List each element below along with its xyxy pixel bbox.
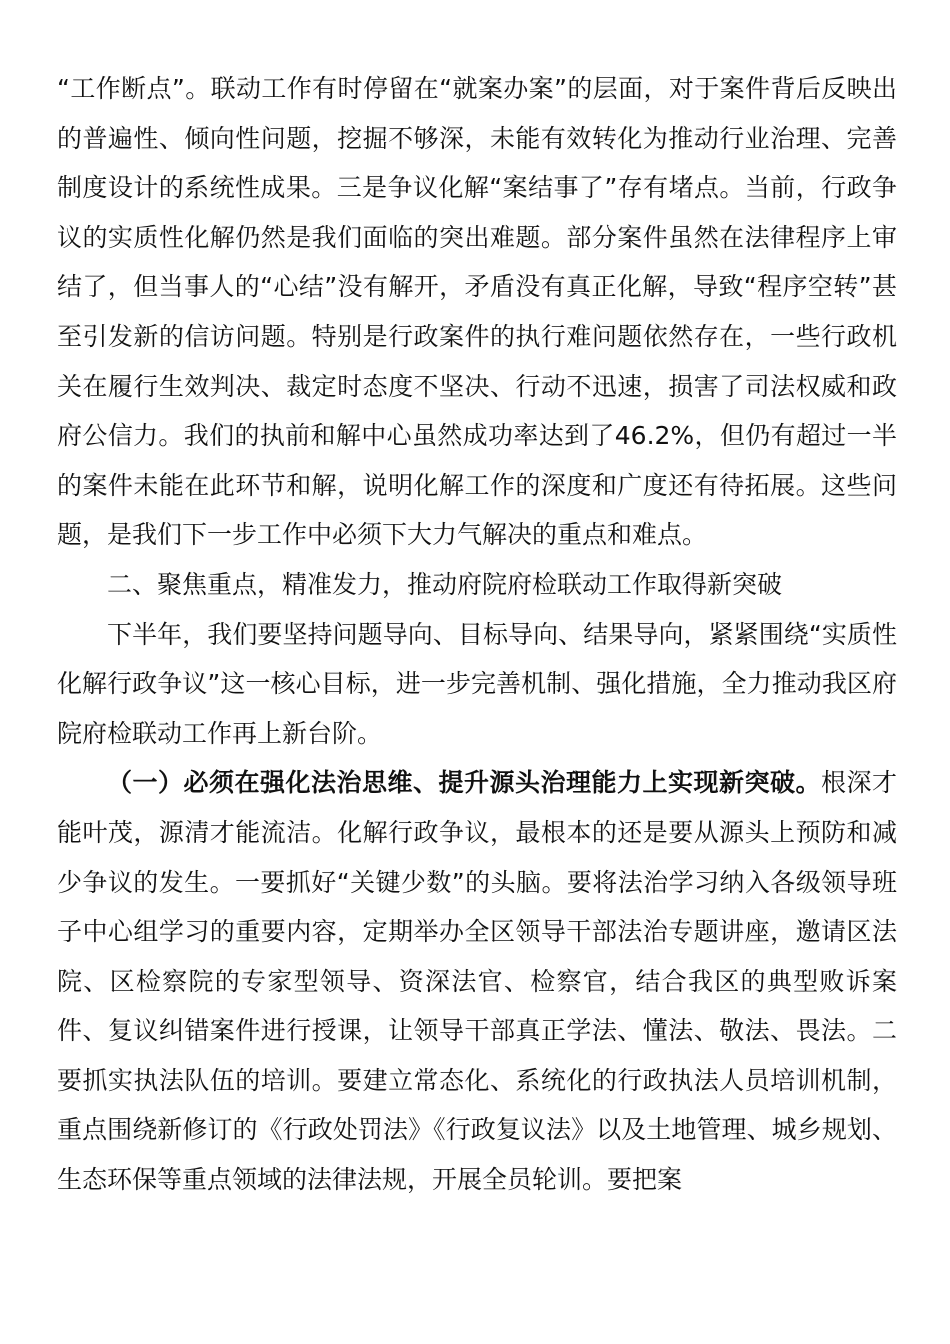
body-paragraph-continued: “工作断点”。联动工作有时停留在“就案办案”的层面，对于案件背后反映出的普遍性、倾向性问题，挖掘不够深，未能有效转化为推动行业治理、完善制度设计的系统性成果。三是争议化解“案结事了”存有堵点。当前，行政争议的实质性化解仍然是我们面临的突出难题。部分案件虽然在法律程序上审结了，但当事人的“心结”没有解开，矛盾没有真正化解，导致“程序空转”甚至引发新的信访问题。特别是行政案件的执行难问题依然存在，一些行政机关在履行生效判决、裁定时态度不坚决、行动不迅速，损害了司法权威和政府公信力。我们的执前和解中心虽然成功率达到了46.2%，但仍有超过一半的案件未能在此环节和解，说明化解工作的深度和广度还有待拓展。这些问题，是我们下一步工作中必须下大力气解决的重点和难点。 xyxy=(57,74,897,550)
body-paragraph: 下半年，我们要坚持问题导向、目标导向、结果导向，紧紧围绕“实质性化解行政争议”这一核心目标，进一步完善机制、强化措施，全力推动我区府院府检联动工作再上新台阶。 xyxy=(57,619,897,748)
section-heading: 二、聚焦重点，精准发力，推动府院府检联动工作取得新突破 xyxy=(107,569,783,599)
document-page xyxy=(57,64,897,1205)
body-paragraph-with-lead xyxy=(57,758,897,1204)
bold-lead-sentence: （一）必须在强化法治思维、提升源头治理能力上实现新突破。 xyxy=(107,768,821,798)
paragraph-body-text: 根深才能叶茂，源清才能流洁。化解行政争议，最根本的还是要从源头上预防和减少争议的发生。一要抓好“关键少数”的头脑。要将法治学习纳入各级领导班子中心组学习的重要内容，定期举办全区领导干部法治专题讲座，邀请区法院、区检察院的专家型领导、资深法官、检察官，结合我区的典型败诉案件、复议纠错案件进行授课，让领导干部真正学法、懂法、敬法、畏法。二要抓实执法队伍的培训。要建立常态化、系统化的行政执法人员培训机制，重点围绕新修订的《行政处罚法》《行政复议法》以及土地管理、城乡规划、生态环保等重点领域的法律法规，开展全员轮训。要把案 xyxy=(57,768,897,1195)
